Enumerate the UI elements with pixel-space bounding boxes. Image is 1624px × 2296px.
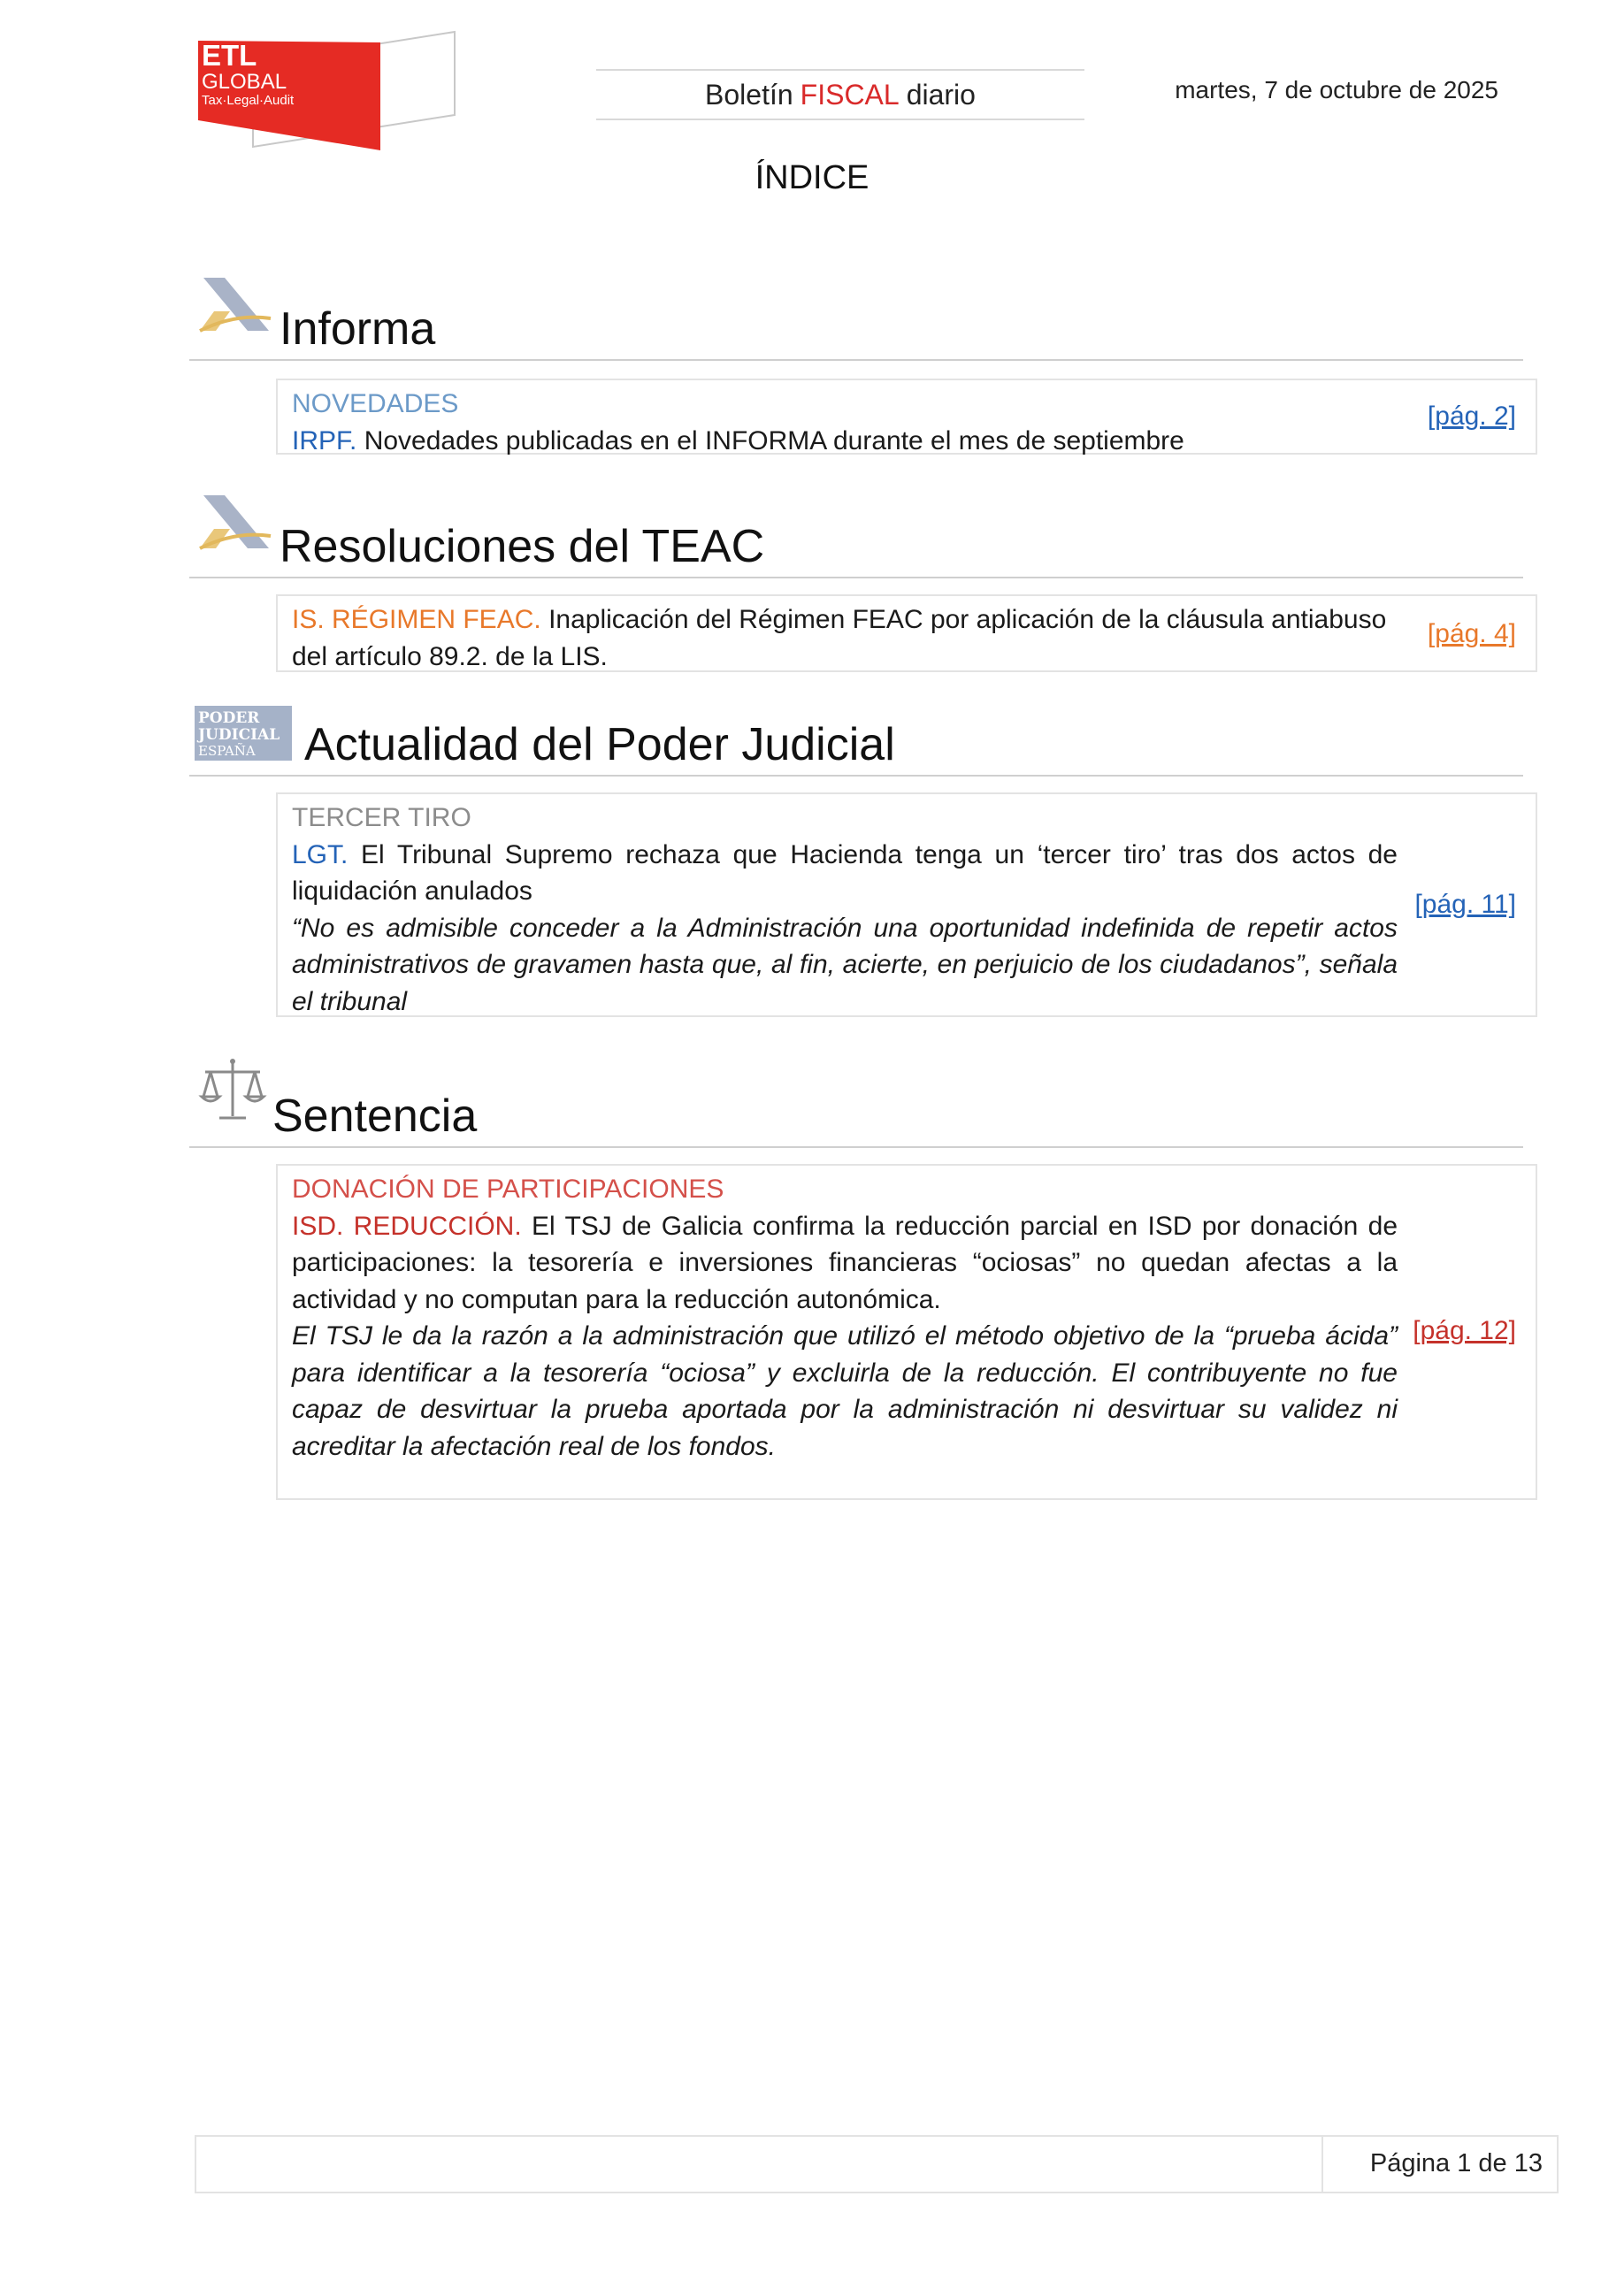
entry-lead: ISD. REDUCCIÓN. — [292, 1211, 522, 1241]
entry-lead: LGT. — [292, 839, 349, 869]
index-entry[interactable] — [276, 594, 1537, 672]
aeat-logo-icon — [195, 490, 276, 561]
section-divider — [189, 1146, 1523, 1148]
entry-description-cont: del artículo 89.2. de la LIS. — [292, 641, 608, 671]
entry-kicker: TERCER TIRO — [292, 803, 471, 832]
page-number: Página 1 de 13 — [1369, 2149, 1543, 2177]
section-divider — [189, 359, 1523, 361]
entry-quote: El TSJ le da la razón a la administración que utilizó el método objetivo de la “prueba ácida” para identificar a la tesorería “ociosa” y excluirla de la reducción. El contribuyente no fue capaz de desvirtuar la prueba aportada por la administración ni desvirtuar su validez ni acreditar la afectación real de los fondos. — [292, 1321, 1398, 1461]
svg-text:JUDICIAL: JUDICIAL — [198, 726, 280, 744]
entry-description: Novedades publicadas en el INFORMA durante el mes de septiembre — [364, 425, 1184, 455]
entry-kicker: DONACIÓN DE PARTICIPACIONES — [292, 1175, 724, 1204]
section-title-poder-judicial: Actualidad del Poder Judicial — [304, 719, 895, 770]
etl-global-logo — [196, 30, 462, 150]
bulletin-title — [596, 69, 1084, 120]
footer-divider — [1321, 2137, 1323, 2192]
index-entry[interactable] — [276, 792, 1537, 1017]
entry-text — [292, 1171, 1398, 1465]
page-link-12[interactable]: [pág. 12] — [1413, 1316, 1516, 1345]
entry-lead: IS. RÉGIMEN FEAC. — [292, 605, 541, 634]
entry-lead: IRPF. — [292, 425, 357, 455]
page-link-2[interactable]: [pág. 2] — [1427, 402, 1516, 431]
bulletin-title-suffix: diario — [906, 78, 976, 111]
section-divider — [189, 775, 1523, 777]
svg-text:ESPAÑA: ESPAÑA — [198, 743, 256, 759]
entry-text — [292, 386, 1398, 459]
page-link-4[interactable]: [pág. 4] — [1427, 619, 1516, 648]
entry-kicker: NOVEDADES — [292, 389, 459, 418]
scales-icon — [196, 1054, 269, 1127]
section-title-sentencia: Sentencia — [272, 1091, 478, 1142]
index-entry[interactable] — [276, 1164, 1537, 1500]
section-title-teac: Resoluciones del TEAC — [280, 521, 765, 572]
poder-judicial-logo — [195, 706, 292, 761]
entry-text — [292, 601, 1398, 675]
entry-description: Inaplicación del Régimen FEAC por aplicación de la cláusula antiabuso — [548, 605, 1387, 634]
entry-text — [292, 800, 1398, 1020]
entry-description: El TSJ de Galicia confirma la reducción parcial en ISD por donación de participaciones: la tesorería e inversiones financieras “ociosas” no quedan afectas a la actividad y no computan para la reducción autonómica. — [292, 1211, 1398, 1314]
entry-description: El Tribunal Supremo rechaza que Hacienda tenga un ‘tercer tiro’ tras dos actos de liquidación anulados — [292, 839, 1398, 906]
index-entry[interactable] — [276, 379, 1537, 455]
svg-text:ETL: ETL — [202, 39, 257, 72]
entry-quote: “No es admisible conceder a la Administración una oportunidad indefinida de repetir actos administrativos de gravamen hasta que, al fin, acierte, en perjuicio de los ciudadanos”, señala el tribunal — [292, 913, 1398, 1016]
aeat-logo-icon — [195, 272, 276, 343]
index-heading: ÍNDICE — [755, 159, 869, 196]
page-footer — [195, 2135, 1559, 2193]
bulletin-date: martes, 7 de octubre de 2025 — [1175, 76, 1498, 103]
page-link-11[interactable]: [pág. 11] — [1414, 890, 1516, 919]
svg-text:PODER: PODER — [198, 709, 260, 727]
svg-text:GLOBAL: GLOBAL — [202, 70, 287, 94]
section-title-informa: Informa — [280, 303, 436, 355]
bulletin-title-prefix: Boletín — [705, 78, 793, 111]
svg-text:Tax·Legal·Audit: Tax·Legal·Audit — [202, 93, 295, 108]
section-divider — [189, 577, 1523, 578]
bulletin-title-accent: FISCAL — [800, 78, 900, 111]
